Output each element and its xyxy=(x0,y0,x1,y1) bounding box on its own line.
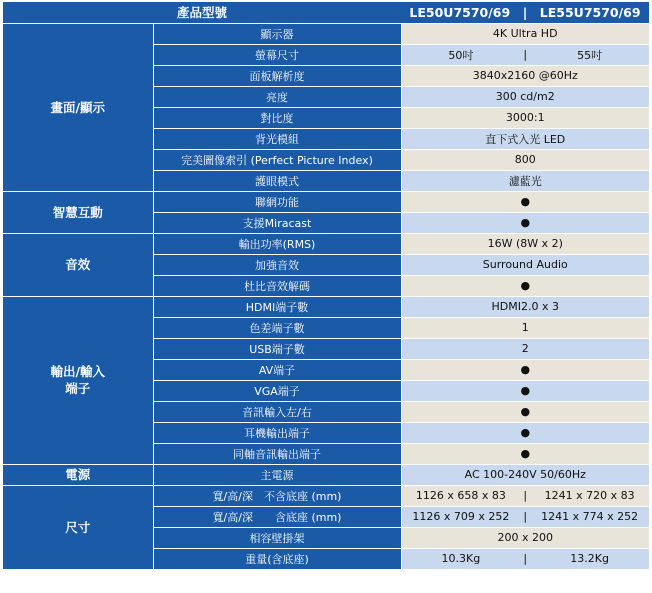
category-io-line2: 端子 xyxy=(65,381,91,396)
value-dim-stand-50: 1126 x 709 x 252 xyxy=(412,510,510,523)
value-weight-50: 10.3Kg xyxy=(441,552,481,565)
value-vesa: 200 x 200 xyxy=(401,527,649,548)
feature-contrast: 對比度 xyxy=(153,107,401,128)
value-dim-nostand xyxy=(401,485,649,506)
model-column-title: 產品型號 xyxy=(3,2,401,23)
spec-table xyxy=(3,2,649,570)
value-usb: 2 xyxy=(401,338,649,359)
value-audio-in: ● xyxy=(401,401,649,422)
value-resolution: 3840x2160 @60Hz xyxy=(401,65,649,86)
feature-usb: USB端子數 xyxy=(153,338,401,359)
value-vga: ● xyxy=(401,380,649,401)
spec-table-container xyxy=(3,2,649,570)
value-weight-55: 13.2Kg xyxy=(570,552,609,565)
feature-component: 色差端子數 xyxy=(153,317,401,338)
value-dim-nostand-55: 1241 x 720 x 83 xyxy=(544,489,635,502)
feature-eyecare: 護眼模式 xyxy=(153,170,401,191)
value-eyecare: 濾藍光 xyxy=(401,170,649,191)
feature-miracast: 支援Miracast xyxy=(153,212,401,233)
category-audio: 音效 xyxy=(3,233,153,296)
value-headphone: ● xyxy=(401,422,649,443)
value-enhanced-audio: Surround Audio xyxy=(401,254,649,275)
value-weight xyxy=(401,548,649,569)
feature-coax: 同軸音訊輸出端子 xyxy=(153,443,401,464)
value-screen-size-50: 50吋 xyxy=(448,48,474,62)
feature-enhanced-audio: 加強音效 xyxy=(153,254,401,275)
category-io-line1: 輸出/輸入 xyxy=(50,364,106,379)
feature-headphone: 耳機輸出端子 xyxy=(153,422,401,443)
value-dim-stand-55: 1241 x 774 x 252 xyxy=(541,510,639,523)
value-contrast: 3000:1 xyxy=(401,107,649,128)
value-screen-size xyxy=(401,44,649,65)
category-size: 尺寸 xyxy=(3,485,153,569)
feature-av: AV端子 xyxy=(153,359,401,380)
value-dim-nostand-50: 1126 x 658 x 83 xyxy=(415,489,506,502)
feature-vesa: 相容壁掛架 xyxy=(153,527,401,548)
feature-output-power: 輸出功率(RMS) xyxy=(153,233,401,254)
feature-dolby: 杜比音效解碼 xyxy=(153,275,401,296)
feature-ppi: 完美圖像索引 (Perfect Picture Index) xyxy=(153,149,401,170)
value-brightness: 300 cd/m2 xyxy=(401,86,649,107)
model-numbers: LE50U7570/69 | LE55U7570/69 xyxy=(401,2,649,23)
category-power: 電源 xyxy=(3,464,153,485)
feature-audio-in: 音訊輸入左/右 xyxy=(153,401,401,422)
feature-backlight: 背光模組 xyxy=(153,128,401,149)
category-smart: 智慧互動 xyxy=(3,191,153,233)
value-coax: ● xyxy=(401,443,649,464)
feature-vga: VGA端子 xyxy=(153,380,401,401)
feature-screen-size: 螢幕尺寸 xyxy=(153,44,401,65)
value-miracast: ● xyxy=(401,212,649,233)
value-backlight: 直下式入光 LED xyxy=(401,128,649,149)
value-screen-size-55: 55吋 xyxy=(577,48,603,62)
value-network: ● xyxy=(401,191,649,212)
value-dolby: ● xyxy=(401,275,649,296)
value-hdmi: HDMI2.0 x 3 xyxy=(401,296,649,317)
value-output-power: 16W (8W x 2) xyxy=(401,233,649,254)
value-separator: | xyxy=(523,510,528,523)
value-component: 1 xyxy=(401,317,649,338)
value-main-power: AC 100-240V 50/60Hz xyxy=(401,464,649,485)
value-panel: 4K Ultra HD xyxy=(401,23,649,44)
category-io xyxy=(3,296,153,464)
value-separator: | xyxy=(523,552,528,565)
feature-dim-stand: 寬/高/深 含底座 (mm) xyxy=(153,506,401,527)
value-separator: | xyxy=(523,489,528,502)
feature-resolution: 面板解析度 xyxy=(153,65,401,86)
value-separator: | xyxy=(523,48,528,61)
feature-brightness: 亮度 xyxy=(153,86,401,107)
value-ppi: 800 xyxy=(401,149,649,170)
value-av: ● xyxy=(401,359,649,380)
feature-panel: 顯示器 xyxy=(153,23,401,44)
feature-hdmi: HDMI端子數 xyxy=(153,296,401,317)
feature-main-power: 主電源 xyxy=(153,464,401,485)
feature-network: 聯網功能 xyxy=(153,191,401,212)
value-dim-stand xyxy=(401,506,649,527)
feature-dim-nostand: 寬/高/深 不含底座 (mm) xyxy=(153,485,401,506)
category-display: 畫面/顯示 xyxy=(3,23,153,191)
feature-weight: 重量(含底座) xyxy=(153,548,401,569)
